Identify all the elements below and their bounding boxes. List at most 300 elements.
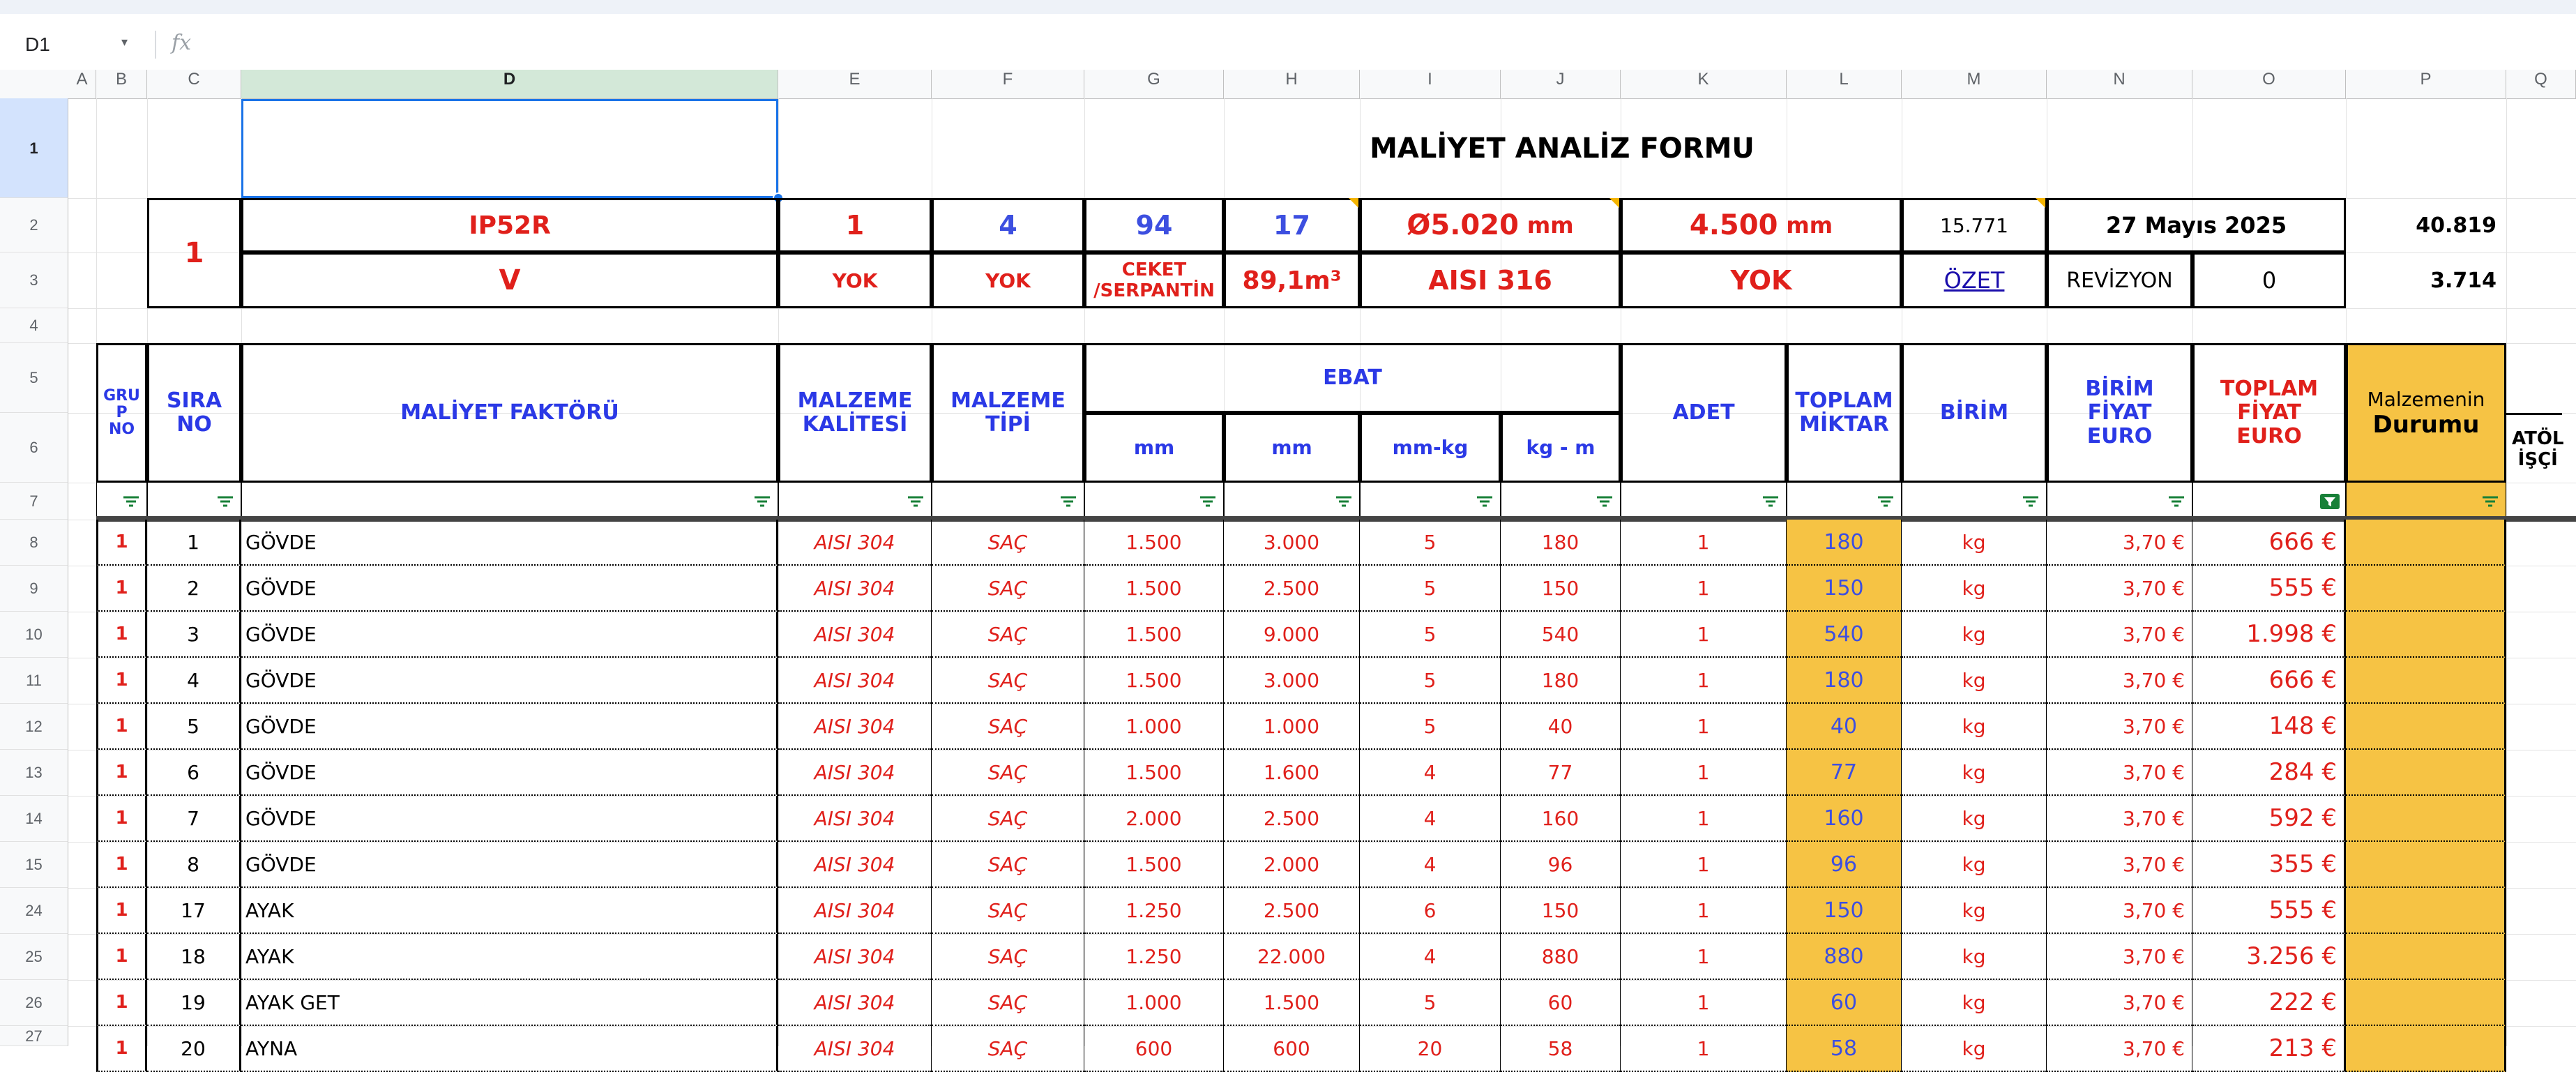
group-no-cell[interactable]: 1 xyxy=(147,198,241,308)
filter-cell-b[interactable] xyxy=(96,483,147,520)
row-grp[interactable]: 1 xyxy=(96,1026,147,1072)
row-tip[interactable]: SAÇ xyxy=(932,1026,1084,1072)
row-kalite[interactable]: AISI 304 xyxy=(778,566,932,612)
formula-input[interactable] xyxy=(209,31,2510,59)
row-header-14[interactable]: 14 xyxy=(0,796,68,842)
g2-cell[interactable]: 94 xyxy=(1084,198,1224,252)
row-faktor[interactable]: GÖVDE xyxy=(241,796,778,842)
hdr-ebat-g[interactable]: mm xyxy=(1084,413,1224,483)
row-g[interactable]: 1.000 xyxy=(1084,704,1224,750)
row-sira[interactable]: 20 xyxy=(147,1026,241,1072)
filter-icon[interactable] xyxy=(906,494,925,509)
filter-icon[interactable] xyxy=(215,494,235,509)
row-kalite[interactable]: AISI 304 xyxy=(778,934,932,980)
row-header-27[interactable]: 27 xyxy=(0,1026,68,1046)
hdr-birim[interactable]: BİRİM xyxy=(1902,343,2047,483)
row-adet[interactable]: 1 xyxy=(1621,658,1787,704)
row-durum[interactable] xyxy=(2346,566,2506,612)
row-faktor[interactable]: GÖVDE xyxy=(241,704,778,750)
row-kalite[interactable]: AISI 304 xyxy=(778,520,932,566)
row-birim[interactable]: kg xyxy=(1902,520,2047,566)
row-grp[interactable]: 1 xyxy=(96,658,147,704)
column-header-j[interactable]: J xyxy=(1501,70,1621,98)
comment-marker[interactable] xyxy=(1349,198,1358,208)
column-header-q[interactable]: Q xyxy=(2506,70,2576,98)
row-bf[interactable]: 3,70 € xyxy=(2047,612,2192,658)
row-grp[interactable]: 1 xyxy=(96,750,147,796)
row-adet[interactable]: 1 xyxy=(1621,934,1787,980)
row-g[interactable]: 1.500 xyxy=(1084,658,1224,704)
f2-cell[interactable]: 4 xyxy=(932,198,1084,252)
hdr-ebat-j[interactable]: kg - m xyxy=(1501,413,1621,483)
hdr-malzeme-tipi[interactable]: MALZEME TİPİ xyxy=(932,343,1084,483)
length-cell[interactable] xyxy=(1621,198,1902,252)
row-sira[interactable]: 1 xyxy=(147,520,241,566)
row-h[interactable]: 1.500 xyxy=(1224,980,1360,1026)
hdr-toplam-miktar[interactable]: TOPLAM MİKTAR xyxy=(1787,343,1902,483)
row-bf[interactable]: 3,70 € xyxy=(2047,842,2192,888)
diameter-cell[interactable] xyxy=(1360,198,1621,252)
filter-icon[interactable] xyxy=(1334,494,1354,509)
filter-icon[interactable] xyxy=(1475,494,1494,509)
row-tf[interactable]: 3.256 € xyxy=(2192,934,2346,980)
row-g[interactable]: 1.500 xyxy=(1084,750,1224,796)
row-faktor[interactable]: GÖVDE xyxy=(241,612,778,658)
row-birim[interactable]: kg xyxy=(1902,980,2047,1026)
filter-cell-n[interactable] xyxy=(2047,483,2192,520)
row-birim[interactable]: kg xyxy=(1902,842,2047,888)
row-sira[interactable]: 8 xyxy=(147,842,241,888)
row-i[interactable]: 5 xyxy=(1360,704,1501,750)
row-j[interactable]: 540 xyxy=(1501,612,1621,658)
row-header-13[interactable]: 13 xyxy=(0,750,68,796)
row-h[interactable]: 2.500 xyxy=(1224,566,1360,612)
row-h[interactable]: 9.000 xyxy=(1224,612,1360,658)
row-header-3[interactable]: 3 xyxy=(0,252,68,308)
row-birim[interactable]: kg xyxy=(1902,934,2047,980)
row-h[interactable]: 2.500 xyxy=(1224,796,1360,842)
row-i[interactable]: 4 xyxy=(1360,796,1501,842)
row-tf[interactable]: 666 € xyxy=(2192,520,2346,566)
row-birim[interactable]: kg xyxy=(1902,704,2047,750)
row-adet[interactable]: 1 xyxy=(1621,796,1787,842)
row-grp[interactable]: 1 xyxy=(96,842,147,888)
row-miktar[interactable]: 58 xyxy=(1787,1026,1902,1072)
filter-icon[interactable] xyxy=(2480,494,2500,509)
h3-cell[interactable]: 89,1m³ xyxy=(1224,252,1360,308)
row-grp[interactable]: 1 xyxy=(96,888,147,934)
row-tip[interactable]: SAÇ xyxy=(932,612,1084,658)
row-durum[interactable] xyxy=(2346,750,2506,796)
filter-icon[interactable] xyxy=(1595,494,1614,509)
row-grp[interactable]: 1 xyxy=(96,980,147,1026)
row-tf[interactable]: 555 € xyxy=(2192,888,2346,934)
ozet-link[interactable]: ÖZET xyxy=(1944,267,2005,294)
row-i[interactable]: 4 xyxy=(1360,934,1501,980)
row-sira[interactable]: 5 xyxy=(147,704,241,750)
column-header-p[interactable]: P xyxy=(2346,70,2506,98)
material-cell[interactable]: AISI 316 xyxy=(1360,252,1621,308)
h2-cell[interactable]: 17 xyxy=(1224,198,1360,252)
row-h[interactable]: 2.000 xyxy=(1224,842,1360,888)
row-g[interactable]: 1.500 xyxy=(1084,520,1224,566)
filter-cell-l[interactable] xyxy=(1787,483,1902,520)
row-tf[interactable]: 666 € xyxy=(2192,658,2346,704)
column-header-f[interactable]: F xyxy=(932,70,1084,98)
row-i[interactable]: 5 xyxy=(1360,658,1501,704)
row-miktar[interactable]: 96 xyxy=(1787,842,1902,888)
row-adet[interactable]: 1 xyxy=(1621,750,1787,796)
row-tip[interactable]: SAÇ xyxy=(932,934,1084,980)
length-value: 4.500 xyxy=(1689,209,1778,241)
chevron-down-icon[interactable]: ▾ xyxy=(121,35,128,50)
row-h[interactable]: 2.500 xyxy=(1224,888,1360,934)
selected-cell-d1[interactable] xyxy=(241,99,778,198)
name-box[interactable]: D1 xyxy=(25,33,50,55)
row-tf[interactable]: 1.998 € xyxy=(2192,612,2346,658)
row-adet[interactable]: 1 xyxy=(1621,566,1787,612)
revision-value-cell[interactable]: 0 xyxy=(2192,252,2346,308)
row-faktor[interactable]: AYNA xyxy=(241,1026,778,1072)
filter-icon[interactable] xyxy=(752,494,772,509)
row-kalite[interactable]: AISI 304 xyxy=(778,704,932,750)
row-j[interactable]: 150 xyxy=(1501,566,1621,612)
row-i[interactable]: 4 xyxy=(1360,842,1501,888)
row-grp[interactable]: 1 xyxy=(96,704,147,750)
variant-cell[interactable]: V xyxy=(241,252,778,308)
row-tip[interactable]: SAÇ xyxy=(932,980,1084,1026)
revision-label-cell[interactable]: REVİZYON xyxy=(2047,252,2192,308)
row-faktor[interactable]: AYAK GET xyxy=(241,980,778,1026)
column-header-a[interactable]: A xyxy=(68,70,96,98)
toolbar-strip xyxy=(0,0,2576,14)
row-header-1[interactable]: 1 xyxy=(0,98,68,198)
filter-cell-d[interactable] xyxy=(241,483,778,520)
hdr-ebat-h[interactable]: mm xyxy=(1224,413,1360,483)
row-bf[interactable]: 3,70 € xyxy=(2047,796,2192,842)
ozet-link-cell[interactable] xyxy=(1902,252,2047,308)
row-adet[interactable]: 1 xyxy=(1621,520,1787,566)
column-header-o[interactable]: O xyxy=(2192,70,2346,98)
row-bf[interactable]: 3,70 € xyxy=(2047,566,2192,612)
p2-cell[interactable]: 40.819 xyxy=(2416,213,2497,238)
column-header-l[interactable]: L xyxy=(1787,70,1902,98)
row-tip[interactable]: SAÇ xyxy=(932,566,1084,612)
row-tf[interactable]: 355 € xyxy=(2192,842,2346,888)
row-header-4[interactable]: 4 xyxy=(0,308,68,343)
filter-icon[interactable] xyxy=(1876,494,1895,509)
model-cell[interactable]: IP52R xyxy=(241,198,778,252)
row-faktor[interactable]: AYAK xyxy=(241,934,778,980)
row-bf[interactable]: 3,70 € xyxy=(2047,750,2192,796)
row-grp[interactable]: 1 xyxy=(96,520,147,566)
e2-cell[interactable]: 1 xyxy=(778,198,932,252)
row-durum[interactable] xyxy=(2346,704,2506,750)
hdr-q[interactable]: ATÖL İŞÇİ xyxy=(2506,413,2562,483)
row-bf[interactable]: 3,70 € xyxy=(2047,980,2192,1026)
row-faktor[interactable]: AYAK xyxy=(241,888,778,934)
row-bf[interactable]: 3,70 € xyxy=(2047,520,2192,566)
filter-cell-j[interactable] xyxy=(1501,483,1621,520)
row-grp[interactable]: 1 xyxy=(96,796,147,842)
row-adet[interactable]: 1 xyxy=(1621,980,1787,1026)
column-header-e[interactable]: E xyxy=(778,70,932,98)
row-i[interactable]: 5 xyxy=(1360,980,1501,1026)
row-j[interactable]: 96 xyxy=(1501,842,1621,888)
row-adet[interactable]: 1 xyxy=(1621,704,1787,750)
filter-active-icon[interactable] xyxy=(2320,494,2340,509)
column-header-g[interactable]: G xyxy=(1084,70,1224,98)
column-header-k[interactable]: K xyxy=(1621,70,1787,98)
row-miktar[interactable]: 60 xyxy=(1787,980,1902,1026)
filter-cell-p[interactable] xyxy=(2346,483,2506,520)
row-sira[interactable]: 6 xyxy=(147,750,241,796)
row-miktar[interactable]: 40 xyxy=(1787,704,1902,750)
row-durum[interactable] xyxy=(2346,934,2506,980)
row-g[interactable]: 2.000 xyxy=(1084,796,1224,842)
filter-cell-h[interactable] xyxy=(1224,483,1360,520)
column-header-d[interactable]: D xyxy=(241,70,778,98)
row-birim[interactable]: kg xyxy=(1902,888,2047,934)
row-i[interactable]: 5 xyxy=(1360,612,1501,658)
row-sira[interactable]: 17 xyxy=(147,888,241,934)
row-tip[interactable]: SAÇ xyxy=(932,658,1084,704)
column-header-b[interactable]: B xyxy=(96,70,147,98)
row-durum[interactable] xyxy=(2346,796,2506,842)
row-header-5[interactable]: 5 xyxy=(0,343,68,413)
row-h[interactable]: 3.000 xyxy=(1224,658,1360,704)
column-header-bar xyxy=(0,70,2576,99)
filter-icon[interactable] xyxy=(121,494,141,509)
row-kalite[interactable]: AISI 304 xyxy=(778,1026,932,1072)
row-durum[interactable] xyxy=(2346,980,2506,1026)
row-tip[interactable]: SAÇ xyxy=(932,796,1084,842)
row-adet[interactable]: 1 xyxy=(1621,612,1787,658)
filter-cell-g[interactable] xyxy=(1084,483,1224,520)
row-j[interactable]: 58 xyxy=(1501,1026,1621,1072)
row-kalite[interactable]: AISI 304 xyxy=(778,842,932,888)
column-header-h[interactable]: H xyxy=(1224,70,1360,98)
row-faktor[interactable]: GÖVDE xyxy=(241,566,778,612)
row-grp[interactable]: 1 xyxy=(96,566,147,612)
row-birim[interactable]: kg xyxy=(1902,750,2047,796)
filter-icon[interactable] xyxy=(1059,494,1078,509)
row-header-25[interactable]: 25 xyxy=(0,934,68,980)
row-kalite[interactable]: AISI 304 xyxy=(778,750,932,796)
row-birim[interactable]: kg xyxy=(1902,796,2047,842)
row-durum[interactable] xyxy=(2346,612,2506,658)
row-i[interactable]: 6 xyxy=(1360,888,1501,934)
row-g[interactable]: 1.250 xyxy=(1084,934,1224,980)
row-grp[interactable]: 1 xyxy=(96,612,147,658)
row-durum[interactable] xyxy=(2346,520,2506,566)
column-header-c[interactable]: C xyxy=(147,70,241,98)
row-birim[interactable]: kg xyxy=(1902,612,2047,658)
row-h[interactable]: 3.000 xyxy=(1224,520,1360,566)
row-h[interactable]: 22.000 xyxy=(1224,934,1360,980)
row-j[interactable]: 150 xyxy=(1501,888,1621,934)
column-header-i[interactable]: I xyxy=(1360,70,1501,98)
hdr-malzeme-durumu[interactable] xyxy=(2346,343,2506,483)
row-g[interactable]: 1.500 xyxy=(1084,566,1224,612)
row-header-26[interactable]: 26 xyxy=(0,980,68,1026)
row-kalite[interactable]: AISI 304 xyxy=(778,658,932,704)
row-header-2[interactable]: 2 xyxy=(0,198,68,252)
row-tf[interactable]: 592 € xyxy=(2192,796,2346,842)
row-adet[interactable]: 1 xyxy=(1621,888,1787,934)
row-bf[interactable]: 3,70 € xyxy=(2047,704,2192,750)
column-header-n[interactable]: N xyxy=(2047,70,2192,98)
row-kalite[interactable]: AISI 304 xyxy=(778,612,932,658)
row-j[interactable]: 880 xyxy=(1501,934,1621,980)
row-bf[interactable]: 3,70 € xyxy=(2047,888,2192,934)
row-h[interactable]: 1.600 xyxy=(1224,750,1360,796)
row-kalite[interactable]: AISI 304 xyxy=(778,888,932,934)
formula-bar xyxy=(0,21,2576,70)
m2-cell[interactable]: 15.771 xyxy=(1902,198,2047,252)
hdr-adet[interactable]: ADET xyxy=(1621,343,1787,483)
row-miktar[interactable]: 150 xyxy=(1787,566,1902,612)
hdr-sira-no[interactable]: SIRA NO xyxy=(147,343,241,483)
comment-marker[interactable] xyxy=(2036,198,2045,208)
row-miktar[interactable]: 160 xyxy=(1787,796,1902,842)
row-birim[interactable]: kg xyxy=(1902,1026,2047,1072)
filter-cell-c[interactable] xyxy=(147,483,241,520)
row-header-6[interactable]: 6 xyxy=(0,413,68,483)
row-j[interactable]: 180 xyxy=(1501,520,1621,566)
row-i[interactable]: 5 xyxy=(1360,566,1501,612)
form-title[interactable]: MALİYET ANALİZ FORMU xyxy=(1370,132,1755,165)
row-header-7[interactable]: 7 xyxy=(0,483,68,520)
p3-cell[interactable]: 3.714 xyxy=(2430,268,2497,293)
row-birim[interactable]: kg xyxy=(1902,566,2047,612)
hdr-durumu: Durumu xyxy=(2372,410,2480,439)
row-sira[interactable]: 19 xyxy=(147,980,241,1026)
row-bf[interactable]: 3,70 € xyxy=(2047,934,2192,980)
row-j[interactable]: 40 xyxy=(1501,704,1621,750)
row-sira[interactable]: 3 xyxy=(147,612,241,658)
row-kalite[interactable]: AISI 304 xyxy=(778,980,932,1026)
row-faktor[interactable]: GÖVDE xyxy=(241,842,778,888)
row-g[interactable]: 1.250 xyxy=(1084,888,1224,934)
row-tf[interactable]: 222 € xyxy=(2192,980,2346,1026)
row-g[interactable]: 1.000 xyxy=(1084,980,1224,1026)
filter-cell-i[interactable] xyxy=(1360,483,1501,520)
row-g[interactable]: 1.500 xyxy=(1084,612,1224,658)
row-i[interactable]: 5 xyxy=(1360,520,1501,566)
row-durum[interactable] xyxy=(2346,1026,2506,1072)
row-sira[interactable]: 2 xyxy=(147,566,241,612)
row-durum[interactable] xyxy=(2346,658,2506,704)
row-j[interactable]: 60 xyxy=(1501,980,1621,1026)
date-cell[interactable]: 27 Mayıs 2025 xyxy=(2047,198,2346,252)
row-birim[interactable]: kg xyxy=(1902,658,2047,704)
row-h[interactable]: 600 xyxy=(1224,1026,1360,1072)
row-tip[interactable]: SAÇ xyxy=(932,520,1084,566)
row-miktar[interactable]: 880 xyxy=(1787,934,1902,980)
row-i[interactable]: 4 xyxy=(1360,750,1501,796)
filter-icon[interactable] xyxy=(1761,494,1780,509)
row-bf[interactable]: 3,70 € xyxy=(2047,1026,2192,1072)
hdr-malzemenin: Malzemenin xyxy=(2367,387,2485,411)
f3-cell[interactable]: YOK xyxy=(932,252,1084,308)
hdr-ebat[interactable]: EBAT xyxy=(1084,343,1621,413)
row-tip[interactable]: SAÇ xyxy=(932,750,1084,796)
e3-cell[interactable]: YOK xyxy=(778,252,932,308)
row-miktar[interactable]: 180 xyxy=(1787,520,1902,566)
row-i[interactable]: 20 xyxy=(1360,1026,1501,1072)
hdr-grup-no[interactable]: GRU P NO xyxy=(96,343,147,483)
filter-icon[interactable] xyxy=(2021,494,2040,509)
comment-marker[interactable] xyxy=(1609,198,1619,208)
row-sira[interactable]: 4 xyxy=(147,658,241,704)
row-tf[interactable]: 213 € xyxy=(2192,1026,2346,1072)
row-tip[interactable]: SAÇ xyxy=(932,888,1084,934)
row-h[interactable]: 1.000 xyxy=(1224,704,1360,750)
hdr-ebat-i[interactable]: mm-kg xyxy=(1360,413,1501,483)
row-faktor[interactable]: GÖVDE xyxy=(241,658,778,704)
row-header-11[interactable]: 11 xyxy=(0,658,68,704)
row-header-15[interactable]: 15 xyxy=(0,842,68,888)
row-bf[interactable]: 3,70 € xyxy=(2047,658,2192,704)
filter-cell-o[interactable] xyxy=(2192,483,2346,520)
row-header-10[interactable]: 10 xyxy=(0,612,68,658)
filter-icon[interactable] xyxy=(2167,494,2186,509)
row-adet[interactable]: 1 xyxy=(1621,1026,1787,1072)
row-tf[interactable]: 555 € xyxy=(2192,566,2346,612)
row-j[interactable]: 160 xyxy=(1501,796,1621,842)
row-adet[interactable]: 1 xyxy=(1621,842,1787,888)
row-tip[interactable]: SAÇ xyxy=(932,842,1084,888)
row-miktar[interactable]: 180 xyxy=(1787,658,1902,704)
row-miktar[interactable]: 77 xyxy=(1787,750,1902,796)
row-miktar[interactable]: 150 xyxy=(1787,888,1902,934)
row-g[interactable]: 600 xyxy=(1084,1026,1224,1072)
hdr-malzeme-kalitesi[interactable]: MALZEME KALİTESİ xyxy=(778,343,932,483)
row-tf[interactable]: 148 € xyxy=(2192,704,2346,750)
row-faktor[interactable]: GÖVDE xyxy=(241,520,778,566)
row-faktor[interactable]: GÖVDE xyxy=(241,750,778,796)
hdr-toplam-fiyat[interactable]: TOPLAM FİYAT EURO xyxy=(2192,343,2346,483)
row-g[interactable]: 1.500 xyxy=(1084,842,1224,888)
hdr-birim-fiyat[interactable]: BİRİM FİYAT EURO xyxy=(2047,343,2192,483)
row-durum[interactable] xyxy=(2346,842,2506,888)
g3-cell[interactable]: CEKET /SERPANTİN xyxy=(1084,252,1224,308)
hdr-maliyet-faktoru[interactable]: MALİYET FAKTÖRÜ xyxy=(241,343,778,483)
filter-cell-e[interactable] xyxy=(778,483,932,520)
row-header-8[interactable]: 8 xyxy=(0,520,68,566)
row-header-12[interactable]: 12 xyxy=(0,704,68,750)
row-header-24[interactable]: 24 xyxy=(0,888,68,934)
filter-icon[interactable] xyxy=(1198,494,1218,509)
row-j[interactable]: 77 xyxy=(1501,750,1621,796)
row-miktar[interactable]: 540 xyxy=(1787,612,1902,658)
row-j[interactable]: 180 xyxy=(1501,658,1621,704)
row-tf[interactable]: 284 € xyxy=(2192,750,2346,796)
k3-cell[interactable]: YOK xyxy=(1621,252,1902,308)
filter-cell-f[interactable] xyxy=(932,483,1084,520)
filter-cell-m[interactable] xyxy=(1902,483,2047,520)
row-kalite[interactable]: AISI 304 xyxy=(778,796,932,842)
row-sira[interactable]: 7 xyxy=(147,796,241,842)
row-grp[interactable]: 1 xyxy=(96,934,147,980)
row-durum[interactable] xyxy=(2346,888,2506,934)
filter-cell-k[interactable] xyxy=(1621,483,1787,520)
row-header-9[interactable]: 9 xyxy=(0,566,68,612)
row-sira[interactable]: 18 xyxy=(147,934,241,980)
row-tip[interactable]: SAÇ xyxy=(932,704,1084,750)
column-header-m[interactable]: M xyxy=(1902,70,2047,98)
